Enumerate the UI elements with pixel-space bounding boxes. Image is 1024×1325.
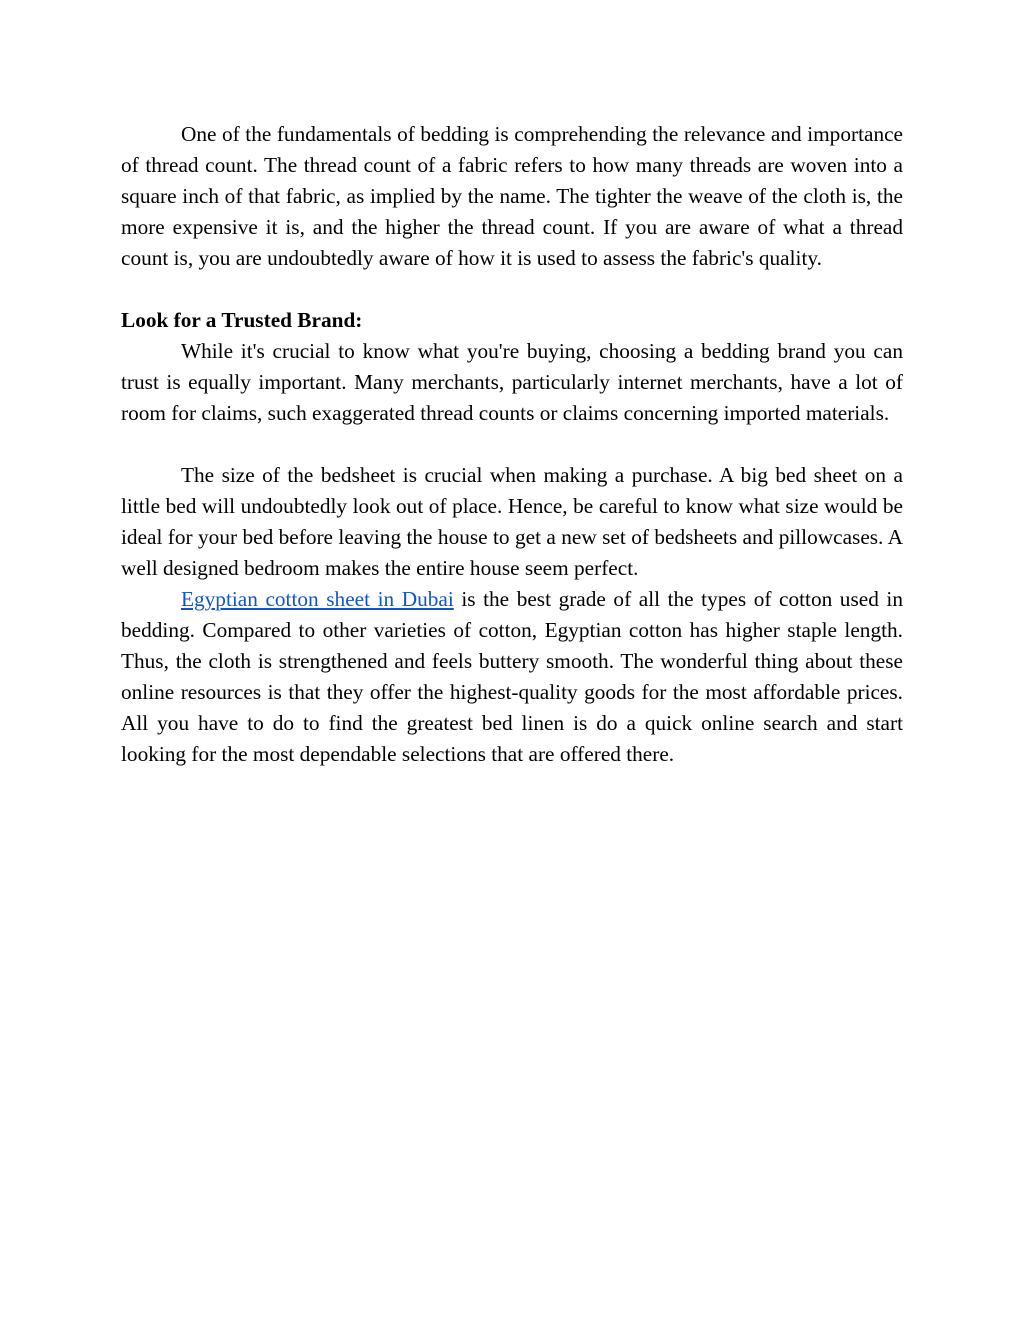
paragraph-spacer [121,274,903,305]
document-page [121,119,903,770]
paragraph-spacer [121,429,903,460]
paragraph-bedsheet-size: The size of the bedsheet is crucial when making a purchase. A big bed sheet on a little bed will undoubtedly look out of place. Hence, be careful to know what size would be ideal for your bed before leaving the house to get a new set of bedsheets and pillowcases. A well designed bedroom makes the entire house seem perfect. [121,463,903,580]
paragraph-egyptian-cotton-text: is the best grade of all the types of cotton used in bedding. Compared to other varieties of cotton, Egyptian cotton has higher staple length. Thus, the cloth is strengthened and feels buttery smooth. The wonderful thing about these online resources is that they offer the highest-quality goods for the most affordable prices. All you have to do to find the greatest bed linen is do a quick online search and start looking for the most dependable selections that are offered there. [121,587,903,766]
paragraph-egyptian-cotton [121,584,903,770]
egyptian-cotton-link[interactable]: Egyptian cotton sheet in Dubai [181,587,454,611]
heading-trusted-brand: Look for a Trusted Brand: [121,308,363,332]
paragraph-thread-count: One of the fundamentals of bedding is comprehending the relevance and importance of thread count. The thread count of a fabric refers to how many threads are woven into a square inch of that fabric, as implied by the name. The tighter the weave of the cloth is, the more expensive it is, and the higher the thread count. If you are aware of what a thread count is, you are undoubtedly aware of how it is used to assess the fabric's quality. [121,122,903,270]
paragraph-trusted-brand: While it's crucial to know what you're buying, choosing a bedding brand you can trust is equally important. Many merchants, particularly internet merchants, have a lot of room for claims, such exaggerated thread counts or claims concerning imported materials. [121,339,903,425]
